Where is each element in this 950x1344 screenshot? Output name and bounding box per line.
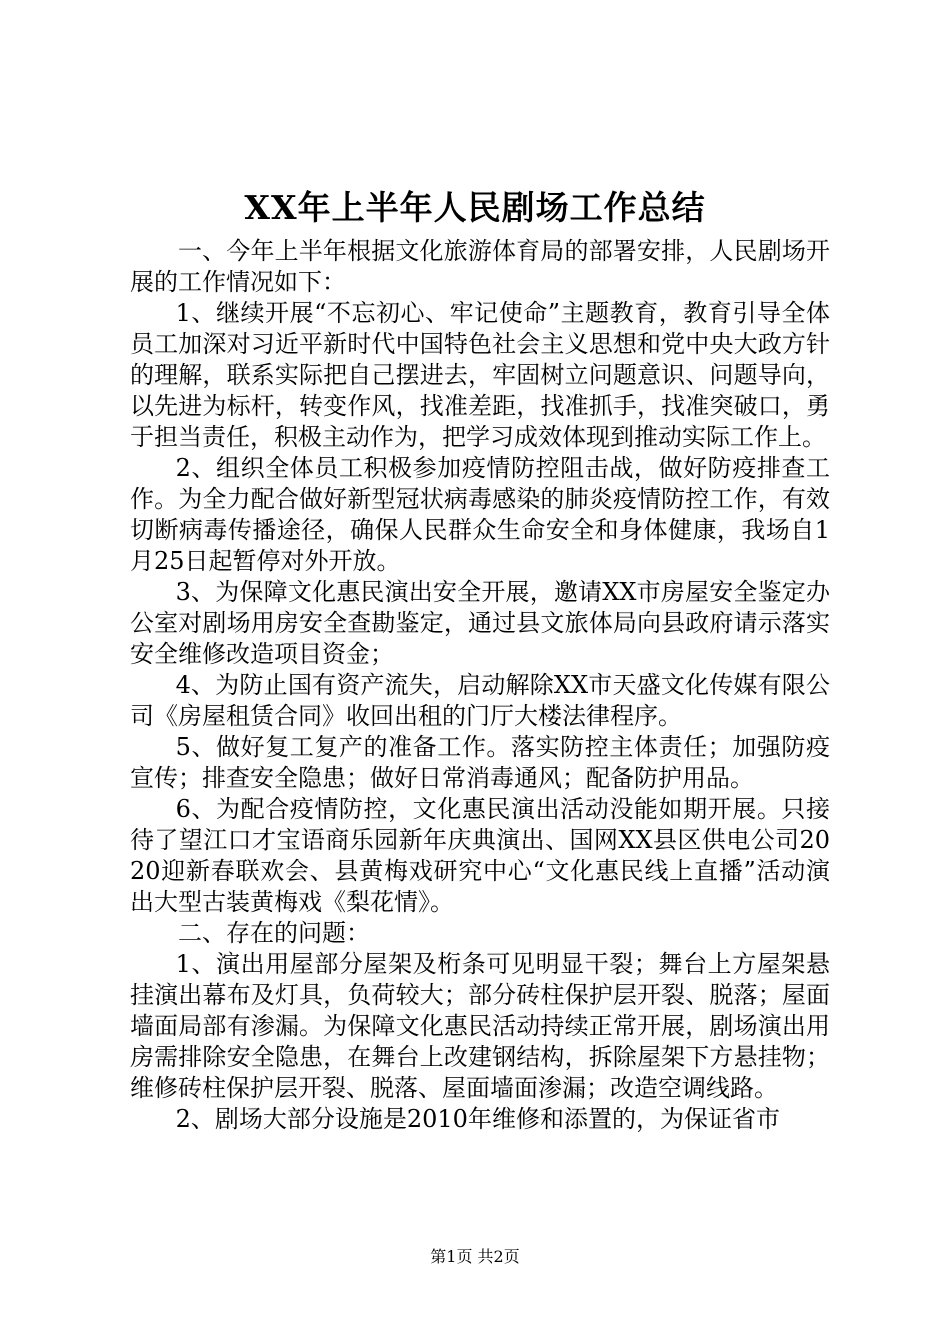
paragraph-intro: 一、今年上半年根据文化旅游体育局的部署安排，人民剧场开展的工作情况如下： [130,237,830,296]
section-heading-problems: 二、存在的问题： [178,919,370,947]
paragraph-problem-1: 1、演出用屋部分屋架及桁条可见明显干裂；舞台上方屋架悬挂演出幕布及灯具，负荷较大；部分砖柱保护层开裂、脱落；屋面墙面局部有渗漏。为保障文化惠民活动持续正常开展，剧场演出用房需排除安全隐患，在舞台上改建钢结构，拆除屋架下方悬挂物；维修砖柱保护层开裂、脱落、屋面墙面渗漏；改造空调线路。 [130,950,830,1102]
paragraph-item-3: 3、为保障文化惠民演出安全开展，邀请XX市房屋安全鉴定办公室对剧场用房安全查勘鉴定，通过县文旅体局向县政府请示落实安全维修改造项目资金； [130,578,830,668]
document-body [130,236,830,1135]
paragraph-item-2: 2、组织全体员工积极参加疫情防控阻击战，做好防疫排查工作。为全力配合做好新型冠状病毒感染的肺炎疫情防控工作，有效切断病毒传播途径，确保人民群众生命安全和身体健康，我场自1月25日起暂停对外开放。 [130,454,830,575]
document-title: XX年上半年人民剧场工作总结 [244,188,706,227]
paragraph-problem-2: 2、剧场大部分设施是2010年维修和添置的，为保证省市 [175,1105,780,1133]
paragraph-item-6: 6、为配合疫情防控，文化惠民演出活动没能如期开展。只接待了望江口才宝语商乐园新年庆典演出、国网XX县区供电公司2020迎新春联欢会、县黄梅戏研究中心“文化惠民线上直播”活动演出大型古装黄梅戏《梨花情》。 [130,795,830,916]
paragraph-item-1: 1、继续开展“不忘初心、牢记使命”主题教育，教育引导全体员工加深对习近平新时代中国特色社会主义思想和党中央大政方针的理解，联系实际把自己摆进去，牢固树立问题意识、问题导向，以先进为标杆，转变作风，找准差距，找准抓手，找准突破口，勇于担当责任，积极主动作为，把学习成效体现到推动实际工作上。 [130,299,830,451]
page-footer: 第1页 共2页 [430,1247,520,1266]
paragraph-item-4: 4、为防止国有资产流失，启动解除XX市天盛文化传媒有限公司《房屋租赁合同》收回出租的门厅大楼法律程序。 [130,671,830,730]
paragraph-item-5: 5、做好复工复产的准备工作。落实防控主体责任；加强防疫宣传；排查安全隐患；做好日常消毒通风；配备防护用品。 [130,733,830,792]
